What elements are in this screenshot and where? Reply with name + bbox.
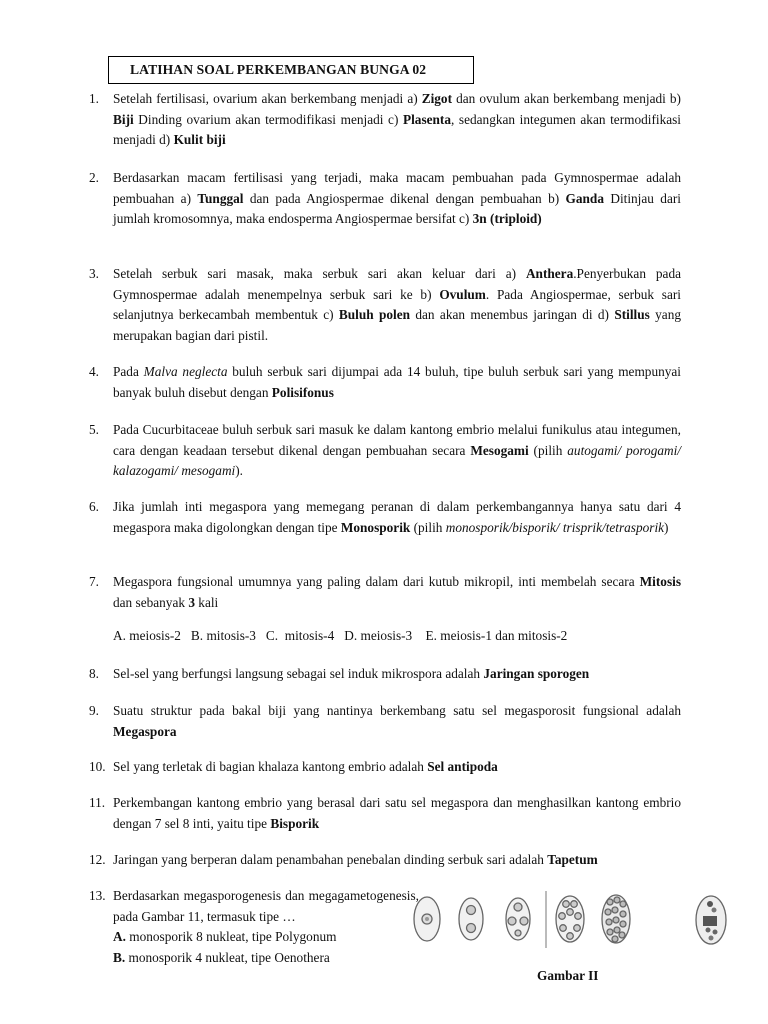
question-item	[89, 572, 681, 613]
text-segment: Setelah fertilisasi, ovarium akan berkembang menjadi a)	[113, 91, 422, 106]
italic-text: monosporik/bisporik/ trisprik/tetrasporik	[445, 519, 665, 535]
answer-text: Tapetum	[547, 852, 598, 867]
answer-text: Sel antipoda	[427, 759, 498, 774]
answer-text: 3	[188, 594, 195, 610]
answer-text: Jaringan sporogen	[483, 666, 590, 681]
question-number: 1.	[89, 91, 99, 106]
text-segment: Perkembangan kantong embrio yang berasal dari satu sel megaspora dan menghasilkan kantong embrio dengan 7 sel 8 inti, yaitu tipe	[113, 795, 681, 831]
figure-caption: Gambar II	[537, 968, 599, 983]
text-segment: Pada	[113, 364, 144, 379]
cell-stage-2	[459, 898, 483, 940]
question-item	[89, 664, 681, 685]
question-item	[89, 264, 681, 346]
answer-text: Zigot	[421, 91, 453, 106]
question-text	[113, 850, 681, 871]
text-segment: Megaspora fungsional umumnya yang paling dalam dari kutub mikropil, inti membelah secara	[113, 574, 640, 589]
text-segment: Pada Cucurbitaceae buluh serbuk sari masuk ke dalam kantong embrio melalui funikulus atau integumen, cara dengan keadaan tersebut dikenal dengan pembuahan secara	[113, 422, 681, 458]
question-number: 8.	[89, 666, 99, 681]
text-segment: Sel yang terletak di bagian khalaza kantong embrio adalah	[113, 759, 428, 774]
text-segment: dan sebanyak	[113, 594, 189, 610]
question-number: 7.	[89, 574, 99, 589]
question-text	[113, 757, 681, 778]
answer-text: Polisifonus	[271, 384, 334, 400]
question-text	[113, 701, 681, 742]
page-title: LATIHAN SOAL PERKEMBANGAN BUNGA 02	[130, 62, 427, 77]
question-number: 10.	[89, 759, 106, 774]
question-text	[113, 664, 681, 685]
answer-text: Ganda	[565, 190, 604, 206]
question-item	[89, 362, 681, 403]
text-segment: Ditinjau dari jumlah kromosomnya, maka endosperma Angiospermae bersifat c)	[113, 190, 681, 226]
text-segment: (pilih	[410, 519, 446, 535]
answer-text: Kulit biji	[173, 132, 226, 147]
answer-text: Ovulum	[439, 286, 486, 302]
question-item	[89, 850, 681, 871]
question-number: 5.	[89, 422, 99, 437]
cell-stage-3	[506, 898, 530, 940]
text-segment: Setelah serbuk sari masak, maka serbuk sari akan keluar dari a)	[113, 266, 526, 281]
cell-stage-1	[414, 897, 440, 941]
answer-text: Tunggal	[197, 190, 244, 206]
choice-b: B. monosporik 4 nukleat, tipe Oenothera	[113, 949, 330, 965]
question-item	[89, 757, 681, 778]
question-item	[89, 701, 681, 742]
answer-text: Megaspora	[113, 723, 177, 739]
text-segment: kali	[194, 594, 219, 610]
text-segment: buluh serbuk sari dijumpai ada 14 buluh, tipe buluh serbuk sari yang mempunyai banyak buluh disebut dengan	[113, 364, 681, 400]
question-number: 3.	[89, 266, 99, 281]
question-item	[89, 497, 681, 538]
italic-text: autogami/ porogami/ kalazogami/ mesogami	[113, 442, 681, 478]
answer-text: Plasenta	[402, 111, 451, 127]
text-segment: dan ovulum akan berkembang menjadi b)	[452, 91, 681, 106]
choice-a: A. monosporik 8 nukleat, tipe Polygonum	[113, 929, 337, 944]
text-segment: (pilih	[528, 442, 568, 458]
question-text	[113, 264, 681, 346]
embryo-sac-figure	[410, 888, 740, 954]
question-number: 13.	[89, 888, 106, 903]
question-text	[113, 420, 681, 482]
question-text	[113, 793, 681, 834]
question-number: 11.	[89, 795, 106, 810]
question-number: 9.	[89, 703, 99, 718]
text-segment: . Pada Angiospermae, serbuk sari selanjutnya berkecambah membentuk c)	[113, 286, 682, 322]
question-item	[89, 89, 681, 151]
question-text	[113, 572, 681, 613]
question-number: 12.	[89, 852, 106, 867]
answer-text: Mitosis	[639, 574, 681, 589]
text-segment: Suatu struktur pada bakal biji yang nantinya berkembang satu sel megasporosit fungsional adalah	[113, 703, 681, 718]
answer-text: 3n (triploid)	[472, 211, 542, 226]
answer-text: Bisporik	[270, 815, 320, 831]
question-item	[89, 793, 681, 834]
cell-stage-mature	[696, 896, 726, 944]
question-number: 2.	[89, 170, 99, 185]
answer-text: Anthera	[525, 266, 574, 281]
text-segment: )	[664, 519, 669, 535]
answer-text: Monosporik	[340, 519, 411, 535]
text-segment: Sel-sel yang berfungsi langsung sebagai sel induk mikrospora adalah	[113, 666, 484, 681]
answer-text: Mesogami	[470, 442, 529, 458]
question-item	[89, 420, 681, 482]
text-segment: Berdasarkan macam fertilisasi yang terjadi, maka macam pembuahan pada Gymnospermae adalah pembuahan a)	[113, 170, 681, 206]
question-text	[113, 168, 681, 230]
text-segment: Jika jumlah inti megaspora yang memegang peranan di dalam perkembangannya hanya satu dari 4 megaspora maka digolongkan dengan tipe	[113, 499, 681, 535]
text-segment: , sedangkan integumen akan termodifikasi menjadi d)	[113, 111, 681, 147]
cell-stage-sixth	[556, 896, 584, 942]
answer-text: Buluh polen	[338, 307, 411, 322]
question-item	[89, 168, 681, 230]
question-number: 6.	[89, 499, 99, 514]
text-segment: dan pada Angiospermae dikenal dengan pembuahan b)	[243, 190, 566, 206]
text-segment: Dinding ovarium akan termodifikasi menjadi c)	[133, 111, 403, 127]
answer-text: Stillus	[614, 307, 650, 322]
question-13-stem: Berdasarkan megasporogenesis dan megagametogenesis, pada Gambar 11, termasuk tipe …	[113, 888, 419, 924]
answer-text: Biji	[113, 111, 134, 127]
q7-options: A. meiosis-2 B. mitosis-3 C. mitosis-4 D. meiosis-3 E. meiosis-1 dan mitosis-2	[113, 628, 568, 643]
question-text	[113, 362, 681, 403]
cell-stage-seventh	[602, 895, 630, 943]
question-text	[113, 89, 681, 151]
question-number: 4.	[89, 364, 99, 379]
text-segment: Jaringan yang berperan dalam penambahan penebalan dinding serbuk sari adalah	[113, 852, 548, 867]
question-13	[89, 886, 419, 968]
text-segment: yang merupakan bagian dari pistil.	[113, 307, 681, 343]
italic-text: Malva neglecta	[143, 364, 228, 379]
text-segment: .Penyerbukan pada Gymnospermae adalah menempelnya serbuk sari ke b)	[113, 266, 681, 302]
text-segment: dan akan menembus jaringan di d)	[410, 307, 615, 322]
text-segment: ).	[235, 463, 244, 478]
question-text	[113, 497, 681, 538]
